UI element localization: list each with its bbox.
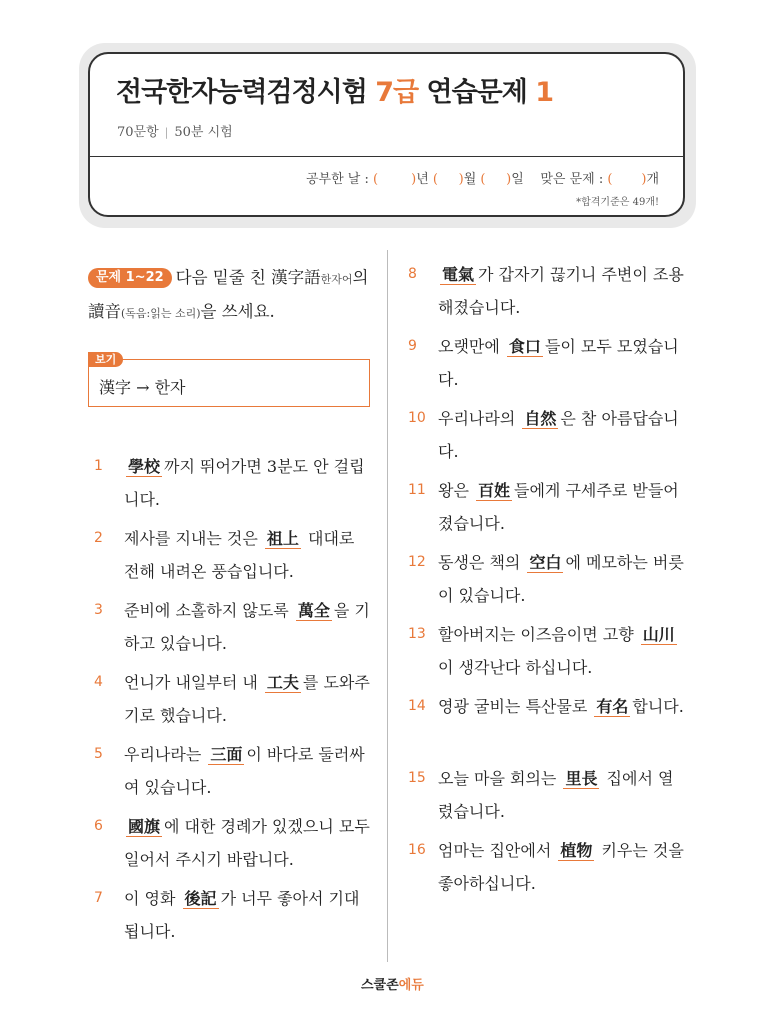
question-item: 1 學校 까지 뛰어가면 3분도 안 걸립니다. bbox=[94, 457, 365, 509]
question-item: 14 영광 굴비는 특산물로 有名 합니다. bbox=[408, 697, 684, 716]
test-info: 70문항 | 50분 시험 bbox=[117, 125, 233, 140]
question-item: 7 이 영화 後記 가 너무 좋아서 기대됩니다. bbox=[94, 889, 360, 941]
question-item: 15 오늘 마을 회의는 里長 집에서 열렸습니다. bbox=[408, 769, 674, 821]
question-item: 2 제사를 지내는 것은 祖上 대대로 전해 내려온 풍습입니다. bbox=[94, 529, 355, 581]
question-item: 16 엄마는 집안에서 植物 키우는 것을 좋아하십니다. bbox=[408, 841, 684, 893]
question-item: 10 우리나라의 自然 은 참 아름답습니다. bbox=[408, 409, 679, 461]
page-title: 전국한자능력검정시험 7급 연습문제 1 bbox=[116, 77, 554, 108]
problem-range-tag: 문제 1~22 bbox=[88, 268, 172, 288]
question-item: 8 電氣 가 갑자기 끊기니 주변이 조용해졌습니다. bbox=[408, 265, 684, 317]
question-item: 12 동생은 책의 空白 에 메모하는 버릇이 있습니다. bbox=[408, 553, 684, 605]
question-item: 13 할아버지는 이즈음이면 고향 山川이 생각난다 하십니다. bbox=[408, 625, 675, 677]
column-divider bbox=[387, 250, 388, 962]
publisher-logo: 스쿨존에듀 bbox=[361, 978, 424, 993]
example-tag: 보기 bbox=[88, 352, 123, 367]
question-item: 4 언니가 내일부터 내 工夫 를 도와주기로 했습니다. bbox=[94, 673, 370, 725]
study-date-line: 공부한 날 : ( )년 ( )월 ( )일 맞은 문제 : ( )개 bbox=[305, 172, 659, 187]
instruction: 문제 1~22 다음 밑줄 친 漢字語한자어의 讀音(독음:읽는 소리)을 쓰세요. bbox=[88, 268, 369, 321]
question-item: 11 왕은 百姓 들에게 구세주로 받들어졌습니다. bbox=[408, 481, 679, 533]
pass-criteria-note: *합격기준은 49개! bbox=[576, 197, 659, 208]
example-text: 漢字 → 한자 bbox=[99, 378, 186, 397]
example-box bbox=[88, 353, 370, 407]
header-divider bbox=[89, 156, 684, 157]
question-item: 5 우리나라는 三面 이 바다로 둘러싸여 있습니다. bbox=[94, 745, 365, 797]
question-item: 6 國旗 에 대한 경례가 있겠으니 모두 일어서 주시기 바랍니다. bbox=[94, 817, 370, 869]
question-item: 3 준비에 소홀하지 않도록 萬全 을 기하고 있습니다. bbox=[94, 601, 370, 653]
question-item: 9 오랫만에 食口 들이 모두 모였습니다. bbox=[408, 337, 679, 389]
